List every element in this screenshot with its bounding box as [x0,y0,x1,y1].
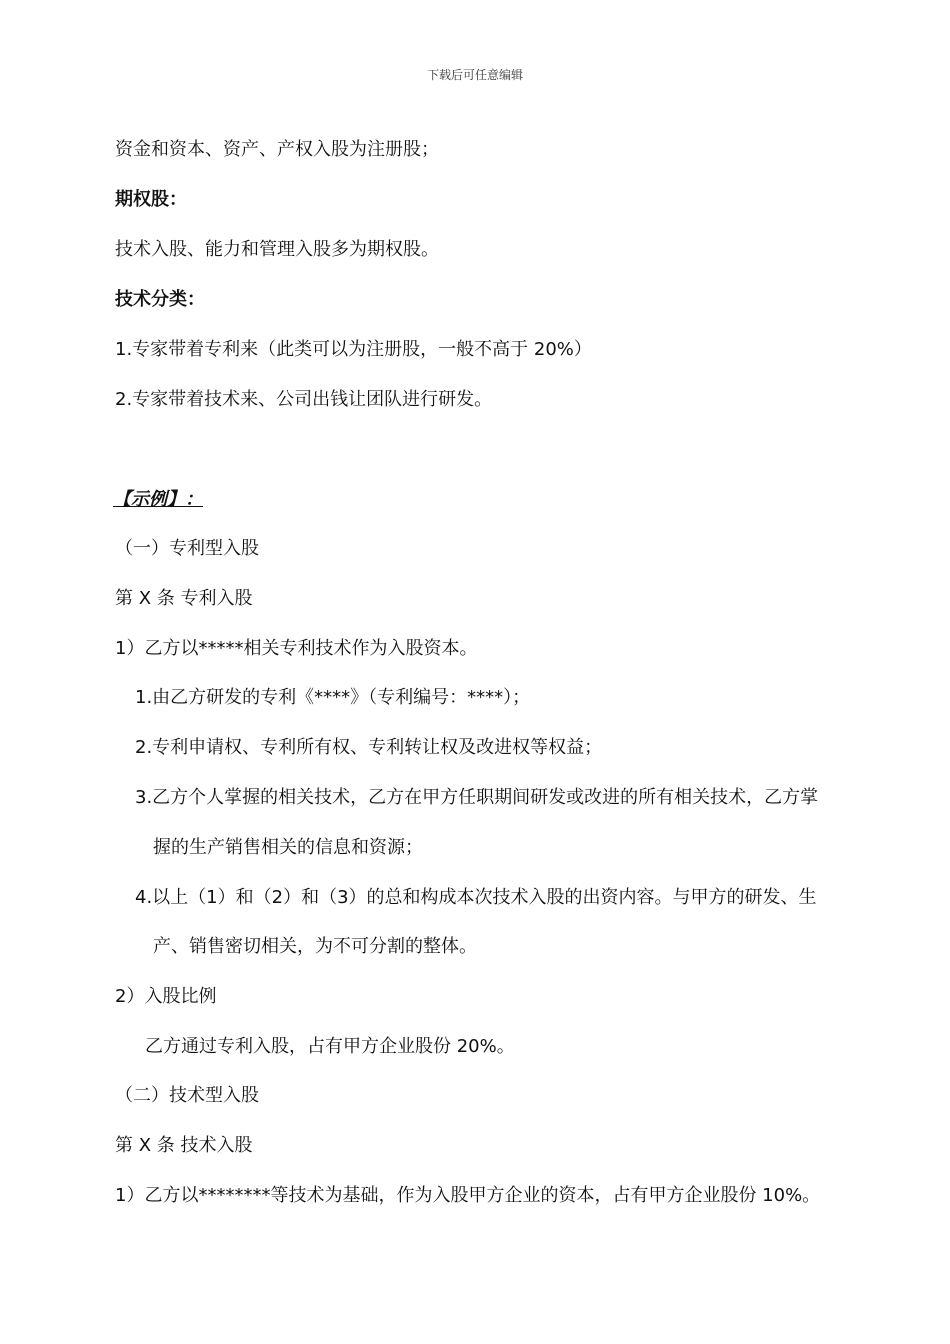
list-item-patent: 1.专家带着专利来（此类可以为注册股，一般不高于 20%） [115,339,592,360]
example-heading: 【示例】： [113,489,203,510]
article-patent-share: 第 X 条 专利入股 [115,588,253,609]
sub-item-4-continued: 产、销售密切相关，为不可分割的整体。 [153,936,477,957]
sub-item-3: 3.乙方个人掌握的相关技术，乙方在甲方任职期间研发或改进的所有相关技术，乙方掌 [135,787,819,808]
section-technology-share: （二）技术型入股 [115,1085,259,1106]
page-header: 下载后可任意编辑 [426,68,523,82]
clause-2-share-ratio: 2）入股比例 [115,986,217,1007]
heading-option-shares: 期权股： [115,189,187,210]
share-ratio-detail: 乙方通过专利入股，占有甲方企业股份 20%。 [145,1036,515,1057]
article-technology-share: 第 X 条 技术入股 [115,1135,253,1156]
clause-1-technology-capital: 1）乙方以********等技术为基础，作为入股甲方企业的资本，占有甲方企业股份 10%。 [115,1185,821,1206]
heading-tech-classification: 技术分类： [115,289,205,310]
section-patent-share: （一）专利型入股 [115,538,259,559]
sub-item-3-continued: 握的生产销售相关的信息和资源； [153,837,423,858]
sub-item-4: 4.以上（1）和（2）和（3）的总和构成本次技术入股的出资内容。与甲方的研发、生 [135,887,817,908]
clause-1-patent-capital: 1）乙方以*****相关专利技术作为入股资本。 [115,638,478,659]
sub-item-2: 2.专利申请权、专利所有权、专利转让权及改进权等权益； [135,737,603,758]
paragraph-registered-shares: 资金和资本、资产、产权入股为注册股； [115,139,439,160]
sub-item-1: 1.由乙方研发的专利《****》（专利编号：****）； [135,687,531,708]
list-item-technology: 2.专家带着技术来、公司出钱让团队进行研发。 [115,389,493,410]
paragraph-option-shares: 技术入股、能力和管理入股多为期权股。 [115,239,439,260]
